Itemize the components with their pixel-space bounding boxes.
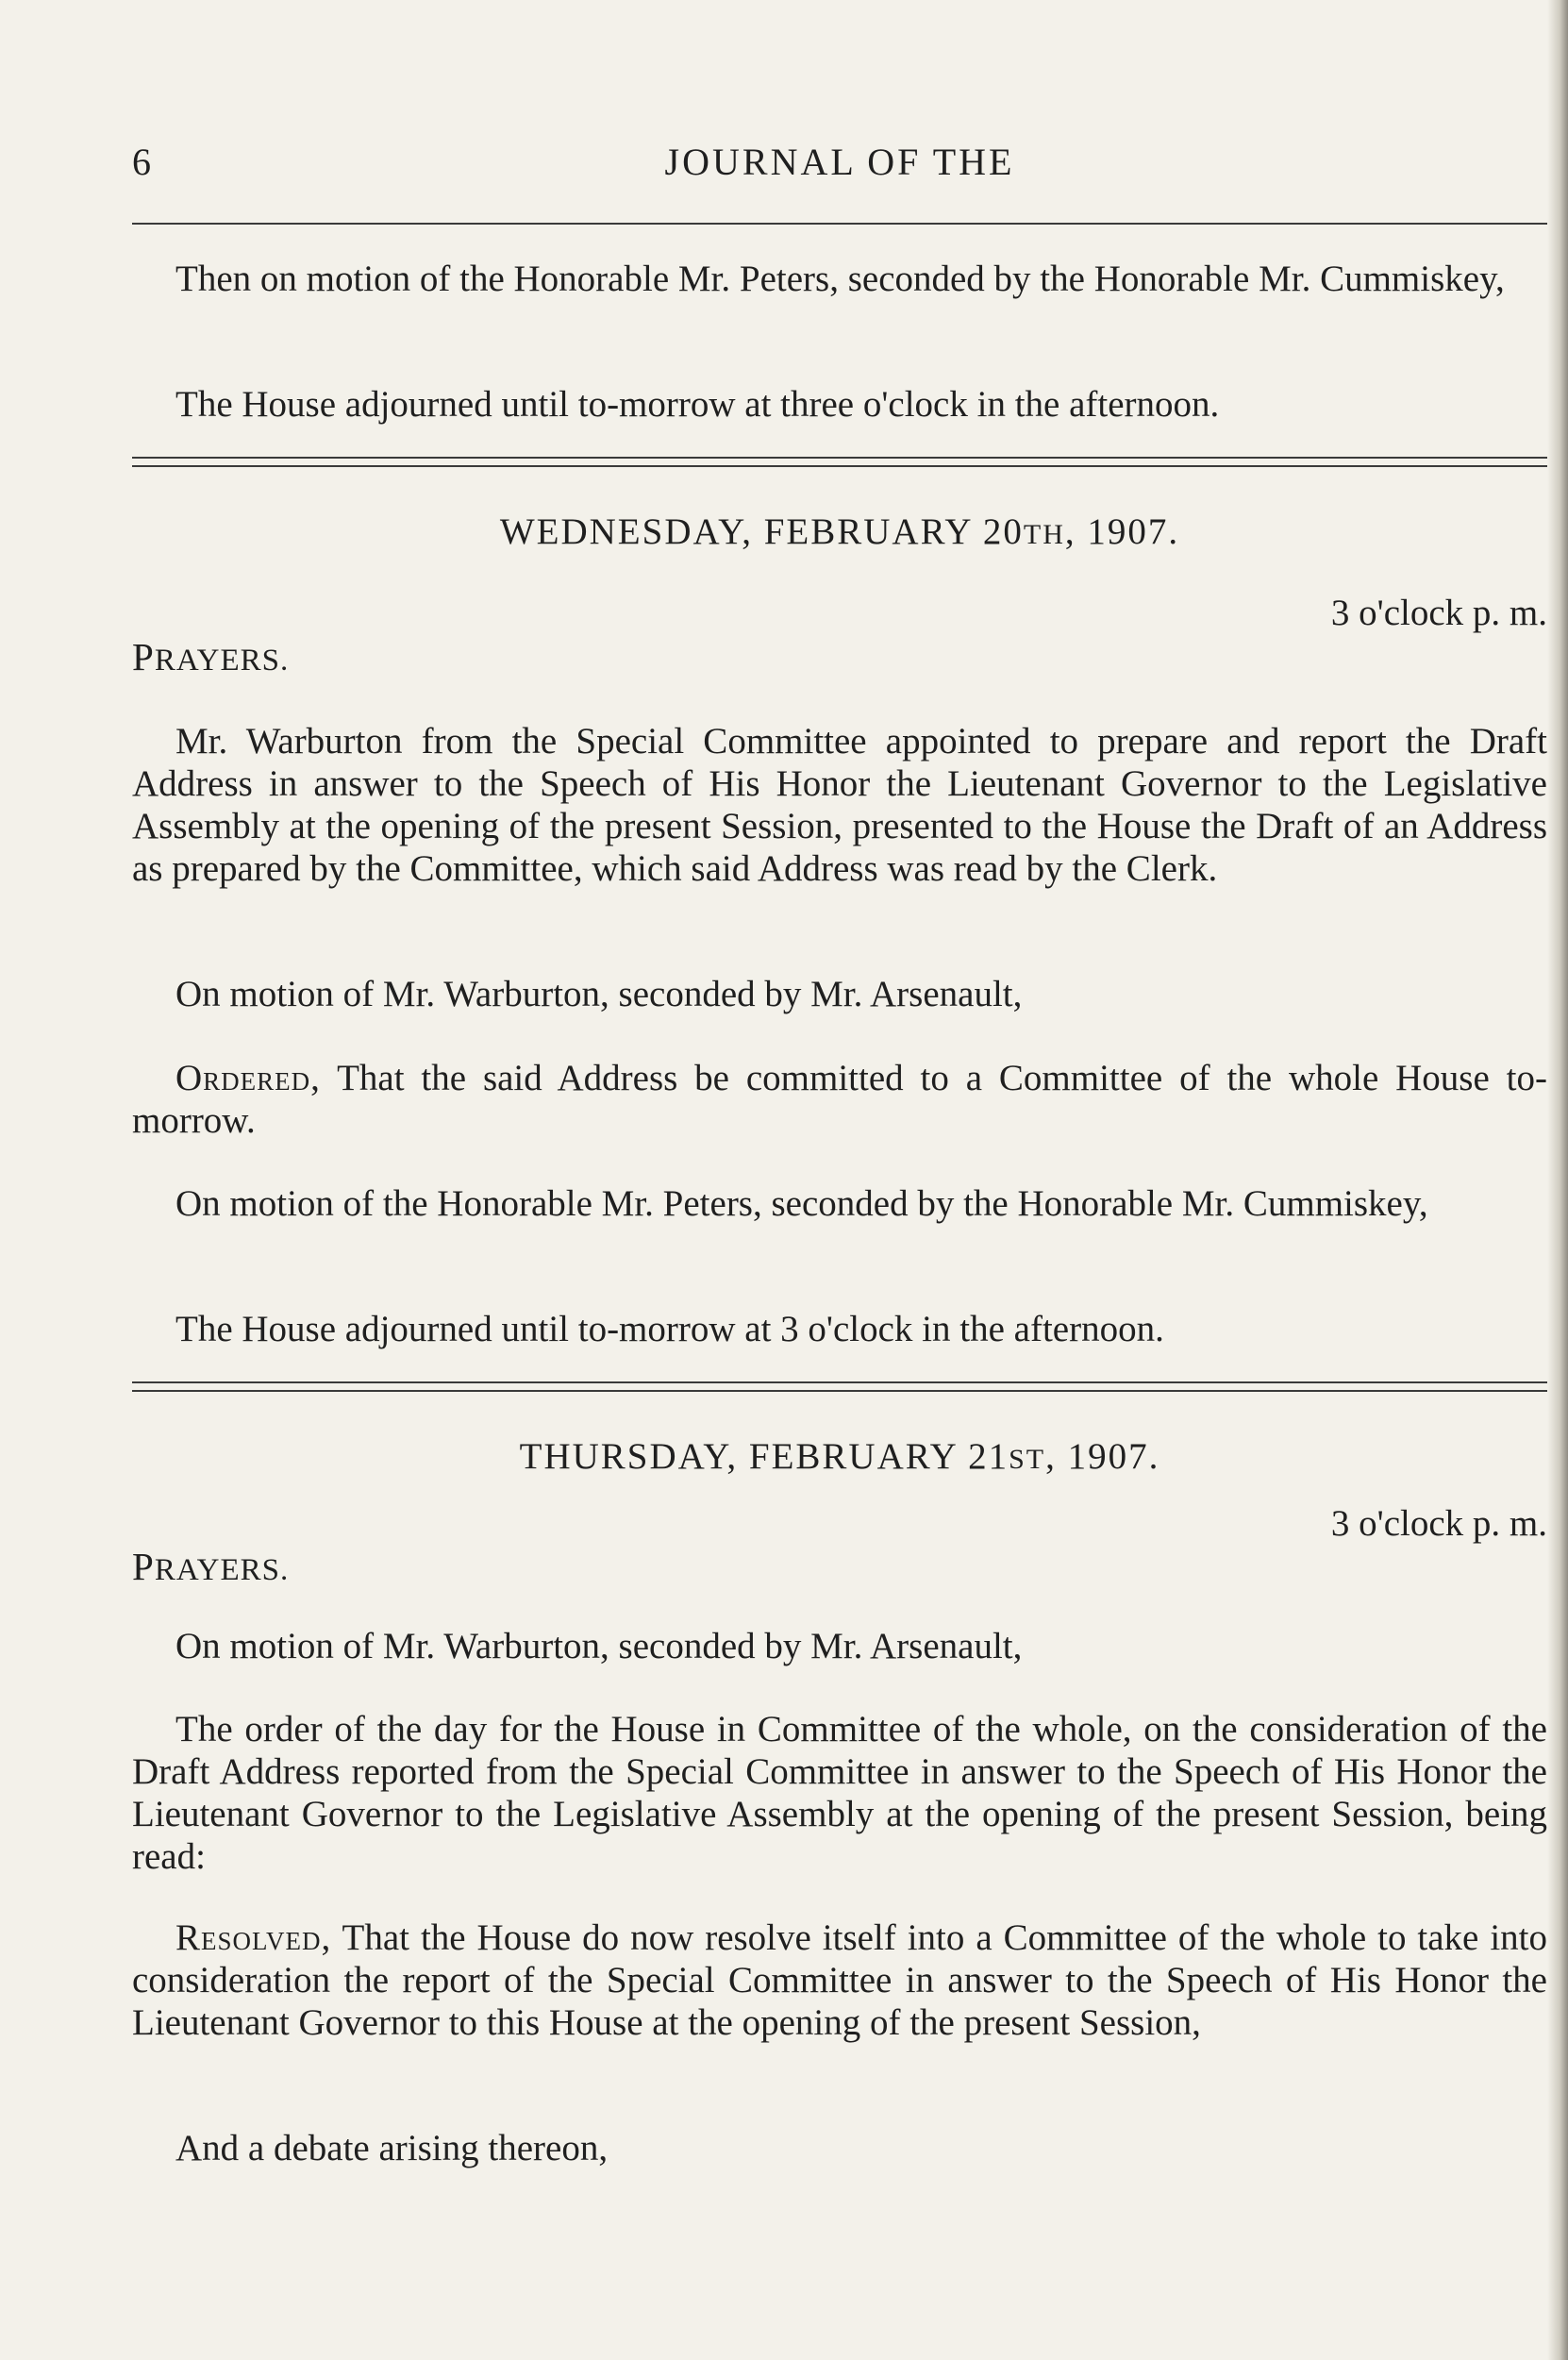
header-rule (132, 223, 1547, 225)
thursday-resolved (132, 1916, 1547, 2044)
session-end-motion: Then on motion of the Honorable Mr. Peters, seconded by the Honorable Mr. Cummiskey, (175, 259, 1505, 299)
running-title: JOURNAL OF THE (664, 141, 1015, 183)
ordered-lead: Ordered, (175, 1058, 321, 1098)
thursday-prayers-rest: RAYERS. (154, 1553, 290, 1587)
wednesday-date-suffix: TH (1023, 519, 1065, 550)
thursday-date-main: THURSDAY, FEBRUARY 21 (519, 1436, 1009, 1477)
resolved-text: That the House do now resolve itself into a Committee of the whole to take into consideration the report of the Special Committee in answer to the Speech of His Honor the Lieutenant Governor to this House at the opening of the present Session, (132, 1917, 1547, 2043)
thursday-date-heading (132, 1435, 1547, 1478)
wednesday-report: Mr. Warburton from the Special Committee appointed to prepare and report the Draft Address in answer to the Speech of His Honor the Lieutenant Governor to the Legislative Assembly at the opening of the present Session, presented to the House the Draft of an Address as prepared by the Committee, which said Address was read by the Clerk. (132, 721, 1547, 889)
section-divider-2 (132, 1381, 1547, 1392)
session-end-adjournment: The House adjourned until to-morrow at three o'clock in the afternoon. (175, 384, 1220, 425)
thursday-order-of-day: The order of the day for the House in Committee of the whole, on the consideration of the Draft Address reported from the Special Committee in answer to the Speech of His Honor the Lieutenant Governor to the Legislative Assembly at the opening of the present Session, being read: (132, 1709, 1547, 1877)
wednesday-motion-2: On motion of the Honorable Mr. Peters, seconded by the Honorable Mr. Cummiskey, (175, 1183, 1428, 1224)
thursday-time: 3 o'clock p. m. (1330, 1503, 1547, 1544)
section-divider-1 (132, 457, 1547, 467)
thursday-debate: And a debate arising thereon, (175, 2128, 609, 2168)
wednesday-ordered (132, 1057, 1547, 1142)
wednesday-prayers-rest: RAYERS. (154, 644, 290, 678)
wednesday-prayers (132, 634, 289, 679)
page-edge-shadow (1547, 0, 1568, 2360)
page-header (132, 140, 1547, 192)
wednesday-prayers-initial: P (132, 635, 155, 678)
wednesday-motion: On motion of Mr. Warburton, seconded by Mr. Arsenault, (175, 974, 1023, 1014)
thursday-motion: On motion of Mr. Warburton, seconded by Mr. Arsenault, (175, 1626, 1023, 1666)
thursday-prayers (132, 1544, 289, 1589)
ordered-text: That the said Address be committed to a Committee of the whole House to-morrow. (132, 1058, 1547, 1141)
page-number: 6 (132, 141, 151, 183)
wednesday-date-heading (132, 510, 1547, 553)
thursday-date-suffix: ST (1009, 1444, 1046, 1475)
wednesday-date-year: , 1907. (1064, 511, 1180, 552)
thursday-prayers-initial: P (132, 1545, 155, 1588)
thursday-date-year: , 1907. (1045, 1436, 1160, 1477)
resolved-lead: Resolved, (175, 1917, 332, 1958)
wednesday-date-main: WEDNESDAY, FEBRUARY 20 (499, 511, 1024, 552)
wednesday-adjournment: The House adjourned until to-morrow at 3 o'clock in the afternoon. (175, 1309, 1164, 1349)
wednesday-time: 3 o'clock p. m. (1330, 593, 1547, 633)
